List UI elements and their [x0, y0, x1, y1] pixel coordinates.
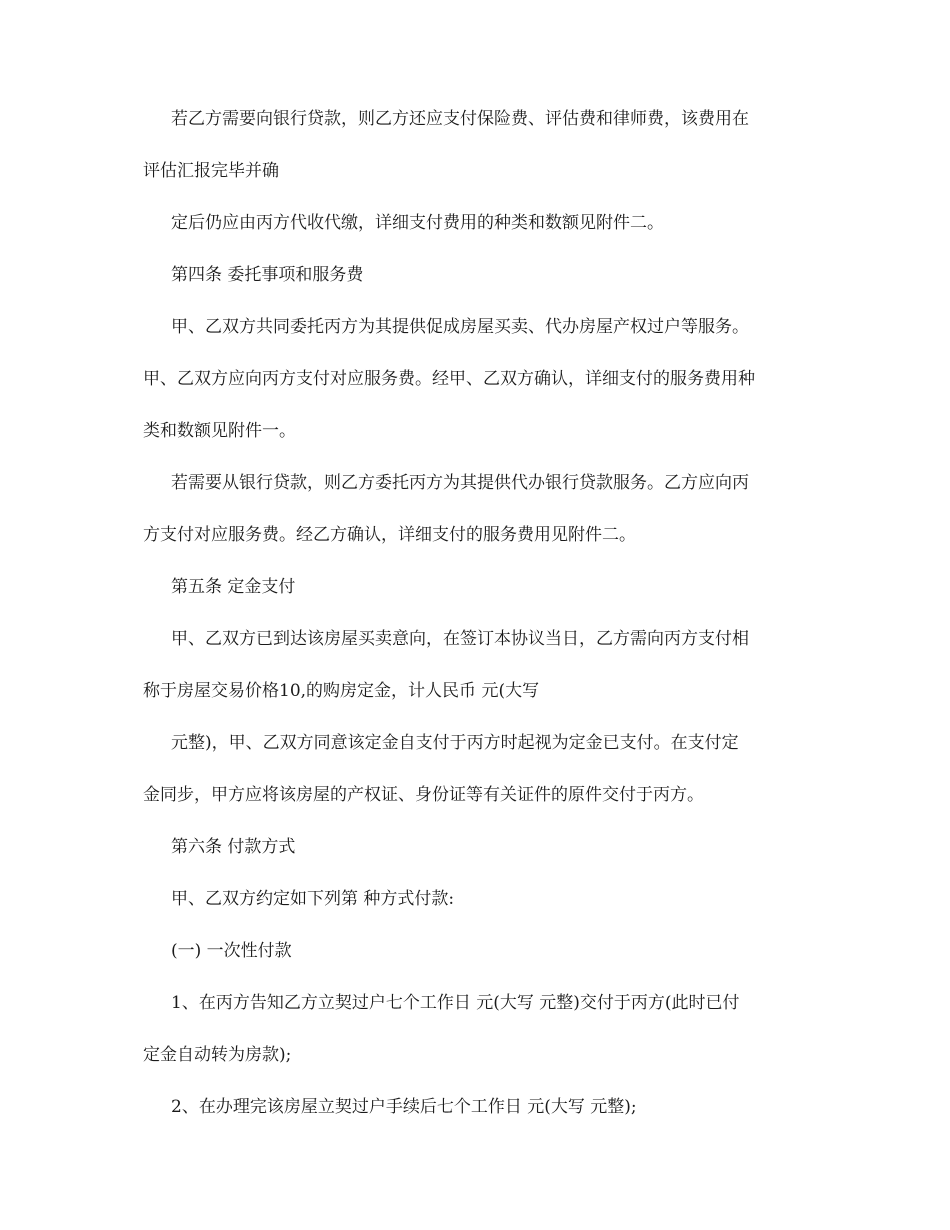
paragraph-line: 甲、乙双方应向丙方支付对应服务费。经甲、乙双方确认，详细支付的服务费用种 — [143, 369, 755, 389]
paragraph-line: 定后仍应由丙方代收代缴，详细支付费用的种类和数额见附件二。 — [171, 213, 664, 233]
list-item: 1、在丙方告知乙方立契过户七个工作日 元(大写 元整)交付于丙方(此时已付 — [171, 993, 740, 1013]
document-body — [143, 107, 808, 1147]
paragraph-line: 金同步，甲方应将该房屋的产权证、身份证等有关证件的原件交付于丙方。 — [143, 785, 704, 805]
paragraph-line: 甲、乙双方已到达该房屋买卖意向，在签订本协议当日，乙方需向丙方支付相 — [171, 629, 749, 649]
paragraph-line: 若需要从银行贷款，则乙方委托丙方为其提供代办银行贷款服务。乙方应向丙 — [171, 473, 749, 493]
list-item-continuation: 定金自动转为房款); — [143, 1045, 292, 1065]
paragraph-line: 若乙方需要向银行贷款，则乙方还应支付保险费、评估费和律师费，该费用在 — [171, 109, 749, 129]
article-5-heading: 第五条 定金支付 — [171, 577, 296, 597]
paragraph-line: 类和数额见附件一。 — [143, 421, 296, 441]
paragraph-line: 方支付对应服务费。经乙方确认，详细支付的服务费用见附件二。 — [143, 525, 636, 545]
article-4-heading: 第四条 委托事项和服务费 — [171, 265, 364, 285]
paragraph-line: 甲、乙双方共同委托丙方为其提供促成房屋买卖、代办房屋产权过户等服务。 — [171, 317, 749, 337]
paragraph-line: 评估汇报完毕并确 — [143, 161, 279, 181]
section-heading: (一) 一次性付款 — [171, 941, 292, 961]
paragraph-line: 称于房屋交易价格10,的购房定金，计人民币 元(大写 — [143, 681, 540, 701]
paragraph-line: 甲、乙双方约定如下列第 种方式付款: — [171, 889, 455, 909]
article-6-heading: 第六条 付款方式 — [171, 837, 296, 857]
paragraph-line: 元整)，甲、乙双方同意该定金自支付于丙方时起视为定金已支付。在支付定 — [171, 733, 739, 753]
list-item: 2、在办理完该房屋立契过户手续后七个工作日 元(大写 元整); — [171, 1097, 637, 1117]
